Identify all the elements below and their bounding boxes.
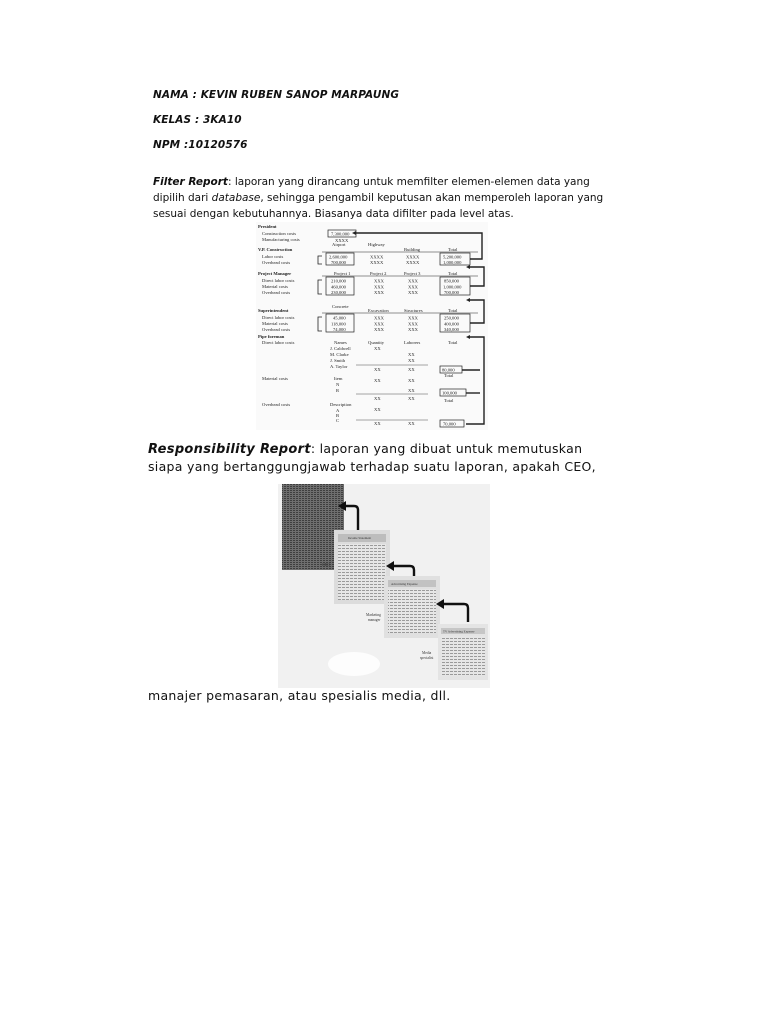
student-name: NAMA : KEVIN RUBEN SANOP MARPAUNG	[153, 89, 400, 101]
lab-1: XX	[408, 352, 415, 357]
value-overhead-total: 1,000,000	[443, 260, 462, 265]
value-pm-p3-a: XXX	[408, 278, 418, 284]
value-sup-material: 118,000	[331, 321, 346, 327]
col-project-2: Project 2	[370, 271, 387, 276]
label-superintendent: Superintendent	[258, 308, 289, 313]
tv-advertising-title: TV Advertising Expense	[443, 629, 475, 634]
ovh-lab-sum: XX	[408, 421, 415, 426]
value-pf-material: 100,000	[442, 390, 457, 396]
col-total-5: Total	[444, 373, 454, 378]
name-4: A. Taylor	[330, 364, 348, 369]
label-vp-construction: V.P. Construction	[258, 247, 293, 252]
label-overhead-costs-2: Overhead costs	[262, 290, 291, 295]
label-material-1: Material costs	[262, 284, 288, 289]
value-pm-total-c: 700,000	[444, 290, 459, 295]
label-marketing: Marketing	[366, 613, 381, 617]
label-labor-costs: Labor costs	[262, 254, 284, 259]
col-excavation: Excavation	[368, 308, 389, 313]
income-statement-title: Income Statement	[348, 536, 372, 540]
value-labor-total: 5,200,000	[443, 254, 462, 260]
responsibility-report-figure	[278, 484, 490, 688]
value-sup-total-c: 340,000	[444, 327, 459, 332]
label-material-2: Material costs	[262, 321, 288, 326]
value-pm-p2-c: XXX	[374, 290, 384, 295]
svg-text:R: R	[336, 388, 340, 393]
col-total-4: Total	[448, 340, 458, 345]
lab-2: XX	[408, 358, 415, 363]
label-manufacturing-costs: Manufacturing costs	[262, 237, 300, 242]
value-pm-material: 460,000	[331, 284, 346, 290]
value-labor-highway: XXXX	[370, 254, 384, 260]
col-project-1: Project 1	[334, 271, 351, 276]
qty-sum: XX	[374, 367, 381, 372]
value-pm-p3-c: XXX	[408, 290, 418, 295]
svg-text:A: A	[336, 408, 340, 413]
col-total-1: Total	[448, 247, 458, 252]
value-pm-overhead: 230,000	[331, 290, 346, 295]
filter-report-text-2: , sehingga pengambil keputusan akan memperoleh laporan yang sesuai dengan kebutuhannya. Biasanya data difilter pada level atas.	[153, 192, 604, 220]
label-direct-labor-1: Direct labor costs	[262, 278, 295, 283]
name-1: J. Caldwell	[330, 346, 351, 351]
name-2: M. Clarke	[330, 352, 349, 357]
ovh-qty-1: XX	[374, 407, 381, 412]
label-project-manager: Project Manager	[258, 271, 292, 276]
value-sup-str-a: XXX	[408, 315, 418, 321]
value-pf-labor: 80,000	[442, 367, 455, 373]
label-overhead-costs-1: Overhead costs	[262, 260, 291, 265]
filter-report-paragraph	[153, 174, 623, 222]
value-sup-str-c: XXX	[408, 327, 418, 332]
col-description: Description	[330, 402, 352, 407]
name-3: J. Smith	[330, 358, 346, 363]
label-overhead-costs-4: Overhead costs	[262, 402, 291, 407]
value-pm-total-b: 1,000,000	[443, 284, 462, 290]
value-labor-airport: 2,600,000	[329, 254, 348, 260]
responsibility-report-paragraph	[148, 440, 608, 475]
lab-sum: XX	[408, 367, 415, 372]
col-total-2: Total	[448, 271, 458, 276]
label-material-3: Material costs	[262, 376, 288, 381]
value-pm-labor: 210,000	[331, 278, 346, 284]
label-construction-costs: Construction costs	[262, 231, 297, 236]
value-pm-p3-b: XXX	[408, 284, 418, 290]
value-sup-exc-b: XXX	[374, 321, 384, 327]
value-sup-total-b: 400,000	[444, 321, 459, 327]
col-structures: Structures	[404, 308, 423, 313]
value-labor-building: XXXX	[406, 254, 420, 260]
label-president: President	[258, 224, 277, 229]
label-overhead-costs-3: Overhead costs	[262, 327, 291, 332]
label-media: Media	[422, 651, 432, 655]
label-manager: manager	[368, 618, 381, 622]
filter-report-database: database	[211, 192, 261, 204]
col-project-3: Project 3	[404, 271, 421, 276]
responsibility-report-term: Responsibility Report	[148, 442, 311, 457]
value-manufacturing: XXXX	[335, 238, 349, 243]
col-quantity: Quantity	[368, 340, 385, 345]
ovh-qty-sum: XX	[374, 421, 381, 426]
mat-qty-sum: XX	[374, 396, 381, 401]
col-concrete: Concrete	[332, 304, 349, 309]
mat-lab-1: XX	[408, 378, 415, 383]
value-pm-total-a: 850,000	[444, 278, 459, 284]
label-specialist: specialist	[420, 656, 434, 660]
student-class: KELAS : 3KA10	[153, 114, 242, 126]
value-sup-exc-a: XXX	[374, 315, 384, 321]
label-ceo: CEO	[322, 562, 330, 567]
mat-lab-2: XX	[408, 388, 415, 393]
filter-report-term: Filter Report	[153, 176, 228, 188]
col-highway: Highway	[368, 242, 385, 247]
col-total-3: Total	[448, 308, 458, 313]
col-airport: Airport	[332, 242, 346, 247]
responsibility-report-text: : laporan yang dibuat untuk memutuskan siapa yang bertanggungjawab terhadap suatu laporan, apakah CEO,	[148, 441, 596, 474]
value-overhead-highway: XXXX	[370, 260, 384, 265]
value-sup-str-b: XXX	[408, 321, 418, 327]
mat-lab-sum: XX	[408, 396, 415, 401]
label-direct-labor-3: Direct labor costs	[262, 340, 295, 345]
col-item: Item	[334, 376, 343, 381]
value-construction: 7,300,000	[331, 231, 350, 237]
svg-text:N: N	[336, 382, 340, 387]
col-total-6: Total	[444, 398, 454, 403]
value-pm-p2-a: XXX	[374, 278, 384, 284]
value-sup-labor: 45,000	[333, 315, 346, 321]
value-pf-overhead: 70,000	[443, 421, 456, 427]
col-building: Building	[404, 247, 421, 252]
filter-report-figure	[256, 222, 488, 430]
value-sup-exc-c: XXX	[374, 327, 384, 332]
filter-report-text-1: : laporan yang dirancang untuk memfilter elemen-elemen data yang dipilih dari	[153, 176, 590, 204]
col-names: Names	[334, 340, 347, 345]
label-direct-labor-2: Direct labor costs	[262, 315, 295, 320]
qty-1: XX	[374, 346, 381, 351]
value-sup-total-a: 250,000	[444, 315, 459, 321]
student-npm: NPM :10120576	[153, 139, 248, 151]
advertising-title: Advertising Expense	[391, 582, 418, 586]
value-overhead-airport: 700,000	[331, 260, 346, 265]
responsibility-report-continuation: manajer pemasaran, atau spesialis media, dll.	[148, 688, 451, 703]
svg-text:B: B	[336, 413, 340, 418]
label-pipe-foreman: Pipe foreman	[258, 334, 285, 339]
mat-qty-1: XX	[374, 378, 381, 383]
value-sup-overhead: 74,000	[333, 327, 346, 332]
value-pm-p2-b: XXX	[374, 284, 384, 290]
svg-text:C: C	[336, 418, 340, 423]
value-overhead-building: XXXX	[406, 260, 420, 265]
col-laborers: Laborers	[404, 340, 421, 345]
